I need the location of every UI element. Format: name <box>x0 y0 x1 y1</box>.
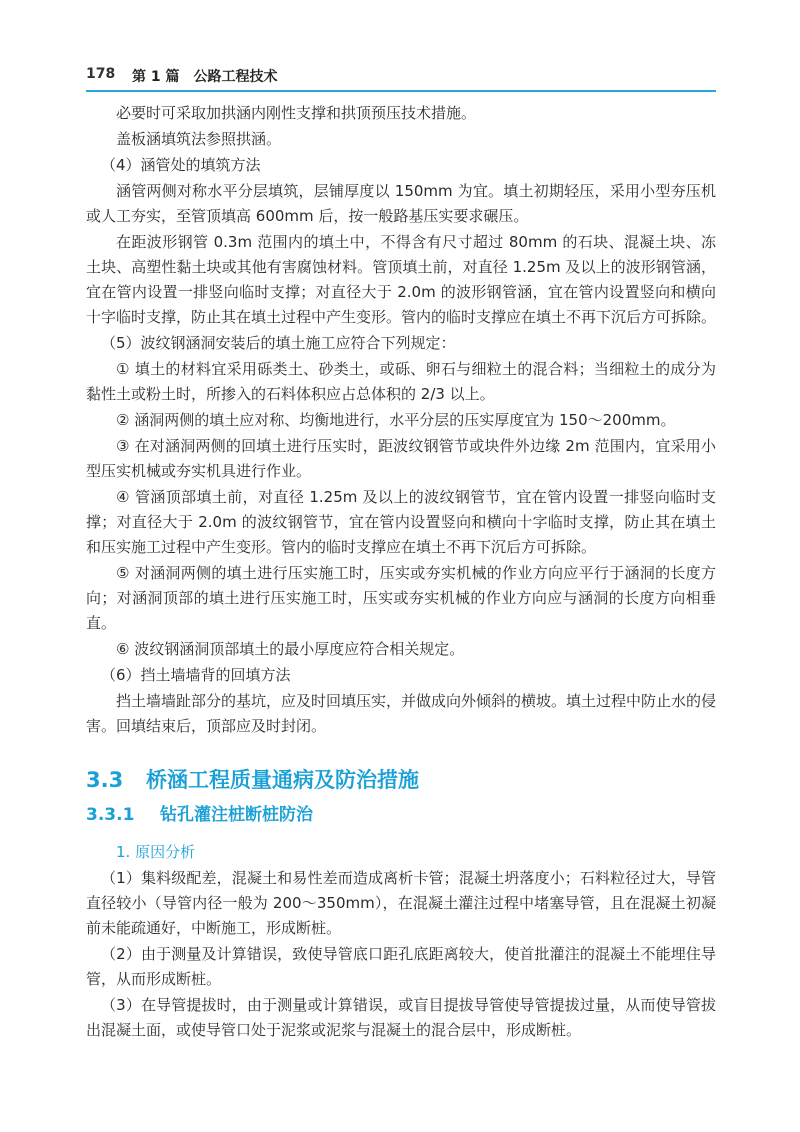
paragraph: （3）在导管提拔时，由于测量或计算错误，或盲目提拔导管使导管提拔过量，从而使导管拔出混凝土面，或使导管口处于泥浆或泥浆与混凝土的混合层中，形成断桩。 <box>86 996 716 1039</box>
paragraph: 涵管两侧对称水平分层填筑，层铺厚度以 150mm 为宜。填土初期轻压，采用小型夯压机或人工夯实，至管顶填高 600mm 后，按一般路基压实要求碾压。 <box>86 182 716 225</box>
page-body <box>86 101 716 1044</box>
section-title: 桥涵工程质量通病及防治措施 <box>146 768 419 792</box>
paragraph: （2）由于测量及计算错误，致使导管底口距孔底距离较大，使首批灌注的混凝土不能埋住导管，从而形成断桩。 <box>86 945 716 988</box>
subsection-heading <box>86 798 716 832</box>
paragraph: ② 涵洞两侧的填土应对称、均衡地进行，水平分层的压实厚度宜为 150～200mm。 <box>116 411 676 429</box>
paragraph: （1）集料级配差，混凝土和易性差而造成离析卡管；混凝土坍落度小；石料粒径过大，导管直径较小（导管内径一般为 200～350mm），在混凝土灌注过程中堵塞导管，且在混凝土初凝前未能疏通好，中断施工，形成断桩。 <box>86 869 716 937</box>
subsection-title: 钻孔灌注桩断桩防治 <box>160 805 313 825</box>
section-number: 3.3 <box>86 768 124 792</box>
chapter-title: 第 1 篇 公路工程技术 <box>132 69 278 85</box>
header-rule <box>86 90 716 92</box>
paragraph: ③ 在对涵洞两侧的回填土进行压实时，距波纹钢管节或块件外边缘 2m 范围内，宜采用小型压实机械或夯实机具进行作业。 <box>86 437 716 480</box>
paragraph: ④ 管涵顶部填土前，对直径 1.25m 及以上的波纹钢管节，宜在管内设置一排竖向临时支撑；对直径大于 2.0m 的波纹钢管节，宜在管内设置竖向和横向十字临时支撑，防止其在填土和压实施工过程中产生变形。管内的临时支撑应在填土不再下沉后方可拆除。 <box>86 488 716 556</box>
paragraph: （4）涵管处的填筑方法 <box>101 156 261 174</box>
paragraph: 挡土墙墙趾部分的基坑，应及时回填压实，并做成向外倾斜的横坡。填土过程中防止水的侵害。回填结束后，顶部应及时封闭。 <box>86 692 717 735</box>
subsection-number: 3.3.1 <box>86 805 135 825</box>
page-header <box>86 66 716 90</box>
paragraph: （6）挡土墙墙背的回填方法 <box>101 666 291 684</box>
paragraph: ⑥ 波纹钢涵洞顶部填土的最小厚度应符合相关规定。 <box>116 640 465 658</box>
paragraph: （5）波纹钢涵洞安装后的填土施工应符合下列规定： <box>101 334 456 352</box>
section-heading <box>86 762 716 798</box>
paragraph: 盖板涵填筑法参照拱涵。 <box>116 130 282 148</box>
paragraph: ① 填土的材料宜采用砾类土、砂类土，或砾、卵石与细粒土的混合料；当细粒土的成分为黏性土或粉土时，所掺入的石料体积应占总体积的 2/3 以上。 <box>86 360 716 403</box>
page-number: 178 <box>86 66 116 82</box>
item-heading: 1. 原因分析 <box>116 843 196 861</box>
paragraph: ⑤ 对涵洞两侧的填土进行压实施工时，压实或夯实机械的作业方向应平行于涵洞的长度方向；对涵洞顶部的填土进行压实施工时，压实或夯实机械的作业方向应与涵洞的长度方向相垂直。 <box>86 564 716 632</box>
paragraph-group-top <box>86 101 716 739</box>
paragraph-group-bottom <box>86 866 716 1043</box>
paragraph: 必要时可采取加拱涵内刚性支撑和拱顶预压技术措施。 <box>116 104 477 122</box>
paragraph: 在距波形钢管 0.3m 范围内的填土中，不得含有尺寸超过 80mm 的石块、混凝土块、冻土块、高塑性黏土块或其他有害腐蚀材料。管顶填土前，对直径 1.25m 及以上的波形钢管涵，宜在管内设置一排竖向临时支撑；对直径大于 2.0m 的波形钢管涵，宜在管内设置竖向和横向十字临时支撑，防止其在填土过程中产生变形。管内的临时支撑应在填土不再下沉后方可拆除。 <box>86 233 717 326</box>
